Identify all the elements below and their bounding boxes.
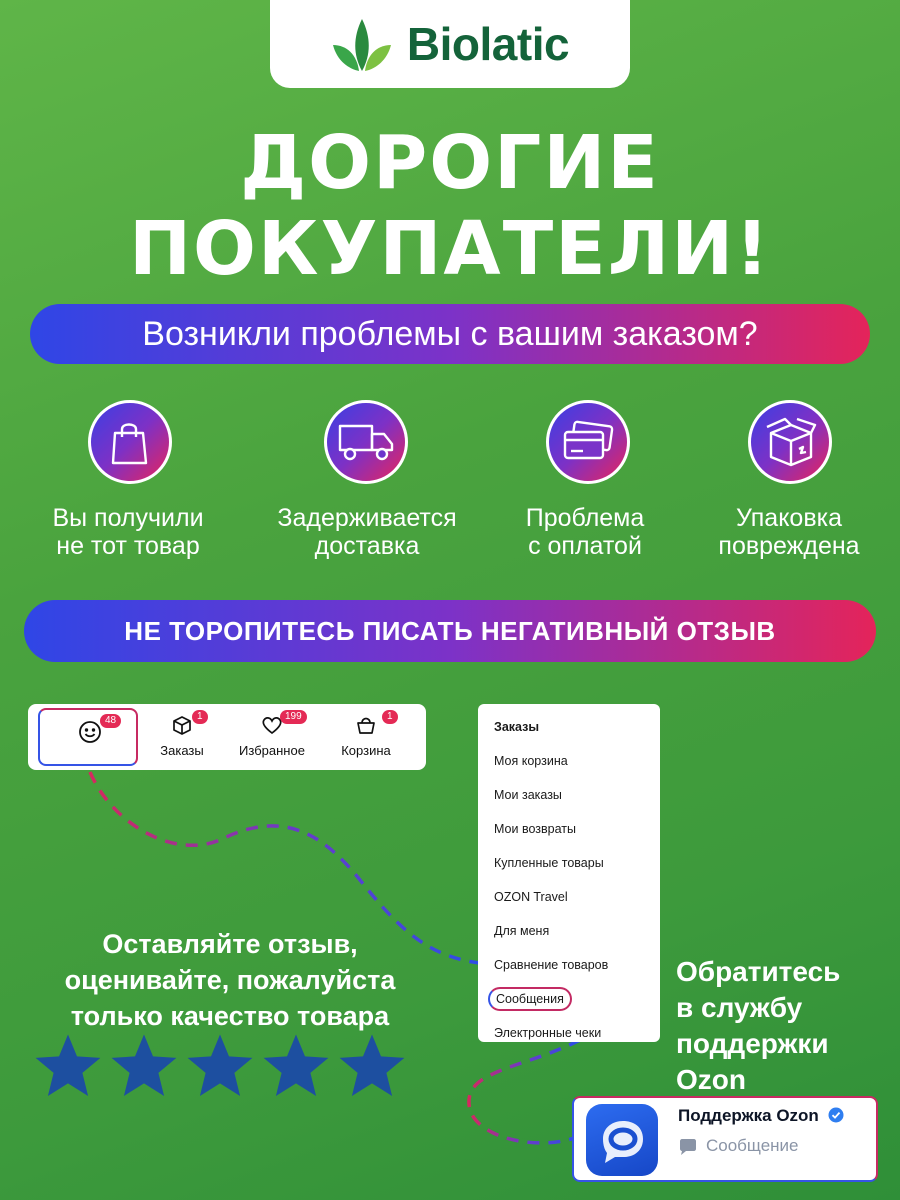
issue-payment: Проблема с оплатой — [525, 504, 645, 560]
favorites-badge: 199 — [280, 710, 307, 724]
question-text: Возникли проблемы с вашим заказом? — [142, 314, 758, 353]
issue-wrong-item: Вы получили не тот товар — [52, 504, 204, 560]
support-name: Поддержка Ozon — [678, 1106, 844, 1126]
headline-line-1: ДОРОГИЕ — [240, 120, 660, 206]
verified-icon — [828, 1107, 844, 1123]
star-icon — [260, 1030, 332, 1102]
menu-item[interactable]: Мои заказы — [494, 788, 562, 802]
ozon-support-chat[interactable] — [572, 1096, 878, 1182]
support-cta: Обратитесь в службу поддержки Ozon — [676, 956, 841, 1095]
brand-name: Biolatic — [406, 18, 570, 70]
star-icon — [336, 1030, 408, 1102]
star-icon — [108, 1030, 180, 1102]
profile-badge: 48 — [100, 714, 121, 728]
star-icon — [184, 1030, 256, 1102]
ozon-header-card — [28, 704, 426, 770]
review-cta: Оставляйте отзыв, оценивайте, пожалуйста только качество товара — [64, 929, 396, 1031]
profile-button[interactable] — [38, 708, 138, 766]
menu-item[interactable]: OZON Travel — [494, 890, 568, 904]
headline-line-2: ПОКУПАТЕЛИ! — [129, 206, 771, 292]
issue-delivery-delay: Задерживается доставка — [277, 504, 457, 560]
issue-packaging: Упаковка повреждена — [718, 504, 860, 560]
menu-item[interactable]: Купленные товары — [494, 856, 604, 870]
smiley-icon — [78, 720, 102, 744]
nav-orders[interactable]: Заказы 1 — [152, 714, 212, 758]
menu-item[interactable]: Электронные чеки — [494, 1026, 602, 1040]
basket-icon — [355, 714, 377, 736]
menu-item-messages[interactable] — [494, 982, 644, 1016]
support-app-icon — [586, 1104, 658, 1176]
menu-item[interactable]: Мои возвраты — [494, 822, 576, 836]
menu-title: Заказы — [494, 720, 540, 734]
star-icon — [32, 1030, 104, 1102]
messages-link[interactable]: Сообщения — [488, 987, 572, 1011]
menu-item[interactable]: Сравнение товаров — [494, 958, 609, 972]
five-star-rating — [32, 1030, 408, 1102]
orders-badge: 1 — [192, 710, 208, 724]
warning-text: НЕ ТОРОПИТЕСЬ ПИСАТЬ НЕГАТИВНЫЙ ОТЗЫВ — [124, 615, 776, 646]
orders-menu — [478, 704, 660, 1042]
nav-favorites[interactable]: Избранное 199 — [239, 711, 305, 758]
box-icon — [171, 714, 193, 736]
menu-item[interactable]: Моя корзина — [494, 754, 568, 768]
nav-cart[interactable]: Корзина 1 — [334, 714, 398, 758]
chat-bubble-icon — [678, 1138, 698, 1156]
cart-badge: 1 — [382, 710, 398, 724]
menu-item[interactable]: Для меня — [494, 924, 550, 938]
support-message: Сообщение — [706, 1136, 799, 1155]
